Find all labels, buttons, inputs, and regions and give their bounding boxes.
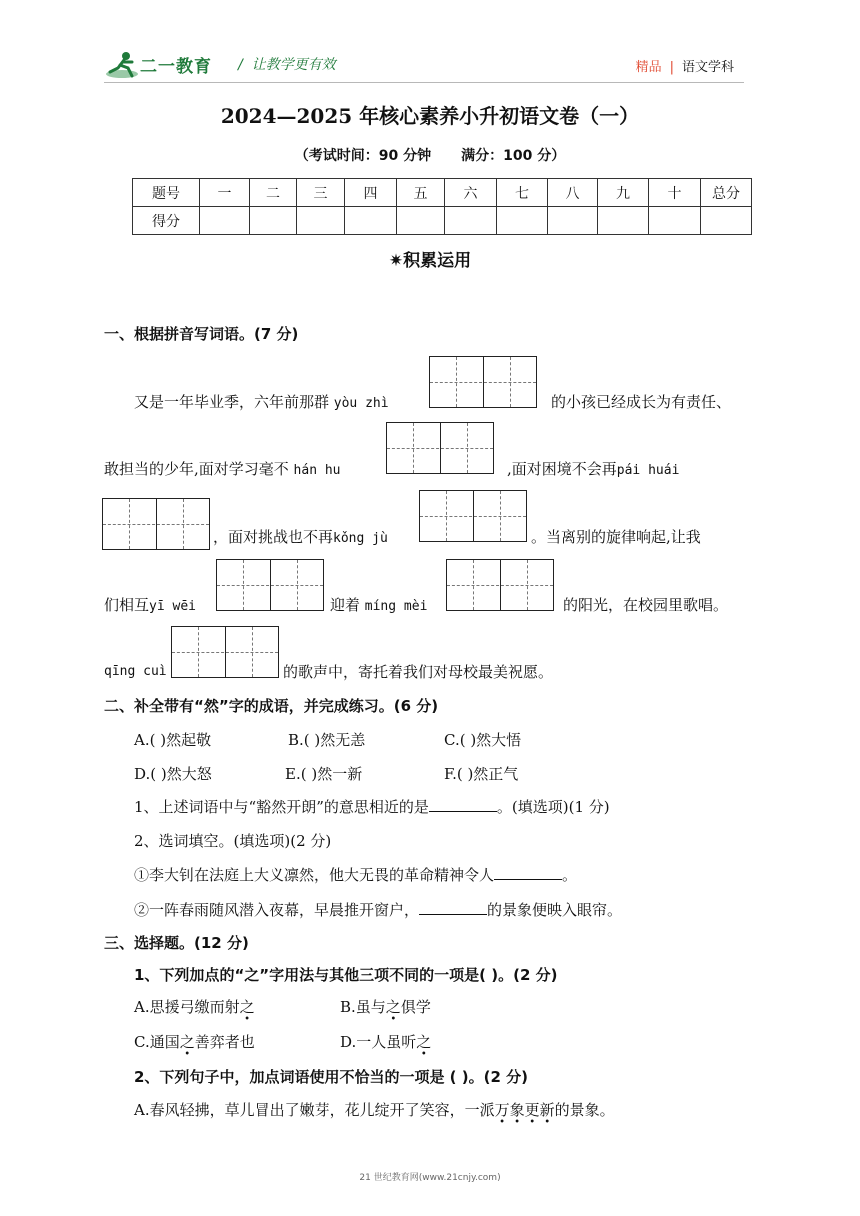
q1-line4-text: 们相互yī wēi xyxy=(104,596,196,614)
section-heading: ✷积累运用 xyxy=(388,251,472,271)
score-input-cell[interactable] xyxy=(200,207,250,235)
q3-option-d: D.一人虽听之 xyxy=(340,1033,432,1051)
header-divider xyxy=(104,82,744,83)
score-input-cell[interactable] xyxy=(701,207,752,235)
subject-label: 语文学科 xyxy=(681,60,734,75)
q1-line4-mid: 迎着 míng mèi xyxy=(330,596,428,614)
table-cell: 三 xyxy=(297,179,345,207)
q2-option-a: A.( )然起敬 xyxy=(134,731,212,749)
q2-sub2-1: ①李大钊在法庭上大义凛然，他大无畏的革命精神令人 。 xyxy=(134,866,578,884)
score-input-cell[interactable] xyxy=(497,207,548,235)
table-cell: 五 xyxy=(397,179,445,207)
score-input-cell[interactable] xyxy=(598,207,649,235)
question-3-title: 三、选择题。(12 分) xyxy=(104,934,249,952)
q2-sub2: 2、选词填空。(填选项)(2 分) xyxy=(134,832,332,850)
q1-line5-tail: 的歌声中，寄托着我们对母校最美祝愿。 xyxy=(283,663,554,681)
fill-blank[interactable] xyxy=(494,865,562,880)
question-1-title: 一、根据拼音写词语。(7 分) xyxy=(104,325,299,343)
exam-subtitle: （考试时间：90 分钟 满分：100 分） xyxy=(294,148,566,164)
q3-option-b: B.虽与之俱学 xyxy=(340,998,431,1016)
header-right xyxy=(636,56,734,75)
score-table-score-row xyxy=(133,207,752,235)
score-input-cell[interactable] xyxy=(649,207,701,235)
fill-blank[interactable] xyxy=(419,900,487,915)
score-input-cell[interactable] xyxy=(345,207,397,235)
q3-sub1: 1、下列加点的“之”字用法与其他三项不同的一项是( )。(2 分) xyxy=(134,966,558,984)
q1-line3-tail: 。当离别的旋律响起,让我 xyxy=(531,528,701,546)
question-2-title: 二、补全带有“然”字的成语，并完成练习。(6 分) xyxy=(104,697,439,715)
q1-line1-tail: 的小孩已经成长为有责任、 xyxy=(551,393,732,411)
table-cell: 八 xyxy=(548,179,598,207)
q1-line3-text: ，面对挑战也不再kǒng jù xyxy=(213,528,388,546)
score-input-cell[interactable] xyxy=(250,207,297,235)
table-cell: 七 xyxy=(497,179,548,207)
q1-line2-text: 敢担当的少年,面对学习毫不 hán hu xyxy=(104,460,341,478)
page-header xyxy=(104,46,744,80)
table-cell: 九 xyxy=(598,179,649,207)
exam-title: 2024—2025 年核心素养小升初语文卷（一） xyxy=(220,104,640,128)
q1-line2-tail: ,面对困境不会再pái huái xyxy=(507,460,680,478)
score-table-header-row xyxy=(133,179,752,207)
answer-grid-box[interactable] xyxy=(419,490,527,542)
q2-sub2-2: ②一阵春雨随风潜入夜幕，早晨推开窗户， 的景象便映入眼帘。 xyxy=(134,901,623,919)
q3-sub2-option-a: A.春风轻拂，草儿冒出了嫩芽，花儿绽开了笑容，一派万象更新的景象。 xyxy=(134,1101,615,1119)
table-cell: 一 xyxy=(200,179,250,207)
table-cell: 四 xyxy=(345,179,397,207)
page-footer: 21 世纪教育网(www.21cnjy.com) xyxy=(359,1173,501,1183)
table-cell: 题号 xyxy=(133,179,200,207)
q2-option-c: C.( )然大悟 xyxy=(444,731,522,749)
fill-blank[interactable] xyxy=(429,797,497,812)
answer-grid-box[interactable] xyxy=(171,626,279,678)
q3-sub2: 2、下列句子中，加点词语使用不恰当的一项是 ( )。(2 分) xyxy=(134,1068,528,1086)
answer-grid-box[interactable] xyxy=(386,422,494,474)
table-cell: 总分 xyxy=(701,179,752,207)
q2-sub1: 1、上述词语中与“豁然开朗”的意思相近的是 。(填选项)(1 分) xyxy=(134,798,610,816)
q1-line4-tail: 的阳光，在校园里歌唱。 xyxy=(563,596,729,614)
table-cell: 二 xyxy=(250,179,297,207)
answer-grid-box[interactable] xyxy=(102,498,210,550)
q2-option-f: F.( )然正气 xyxy=(444,765,519,783)
table-cell: 得分 xyxy=(133,207,200,235)
q2-option-b: B.( )然无恙 xyxy=(288,731,366,749)
logo-text: 二一教育 xyxy=(140,57,212,77)
q2-option-d: D.( )然大怒 xyxy=(134,765,212,783)
q1-line5-text: qīng cuì xyxy=(104,664,167,679)
score-input-cell[interactable] xyxy=(397,207,445,235)
score-input-cell[interactable] xyxy=(297,207,345,235)
q3-option-c: C.通国之善弈者也 xyxy=(134,1033,255,1051)
answer-grid-box[interactable] xyxy=(216,559,324,611)
table-cell: 十 xyxy=(649,179,701,207)
q3-option-a: A.思援弓缴而射之 xyxy=(134,998,255,1016)
answer-grid-box[interactable] xyxy=(446,559,554,611)
score-input-cell[interactable] xyxy=(445,207,497,235)
header-separator: | xyxy=(669,60,674,75)
table-cell: 六 xyxy=(445,179,497,207)
slogan: / 让教学更有效 xyxy=(238,57,336,73)
q2-option-e: E.( )然一新 xyxy=(285,765,363,783)
score-table xyxy=(132,178,752,235)
score-input-cell[interactable] xyxy=(548,207,598,235)
answer-grid-box[interactable] xyxy=(429,356,537,408)
brand-label: 精品 xyxy=(635,60,662,75)
q1-line1-text: 又是一年毕业季，六年前那群 yòu zhì xyxy=(134,393,389,411)
